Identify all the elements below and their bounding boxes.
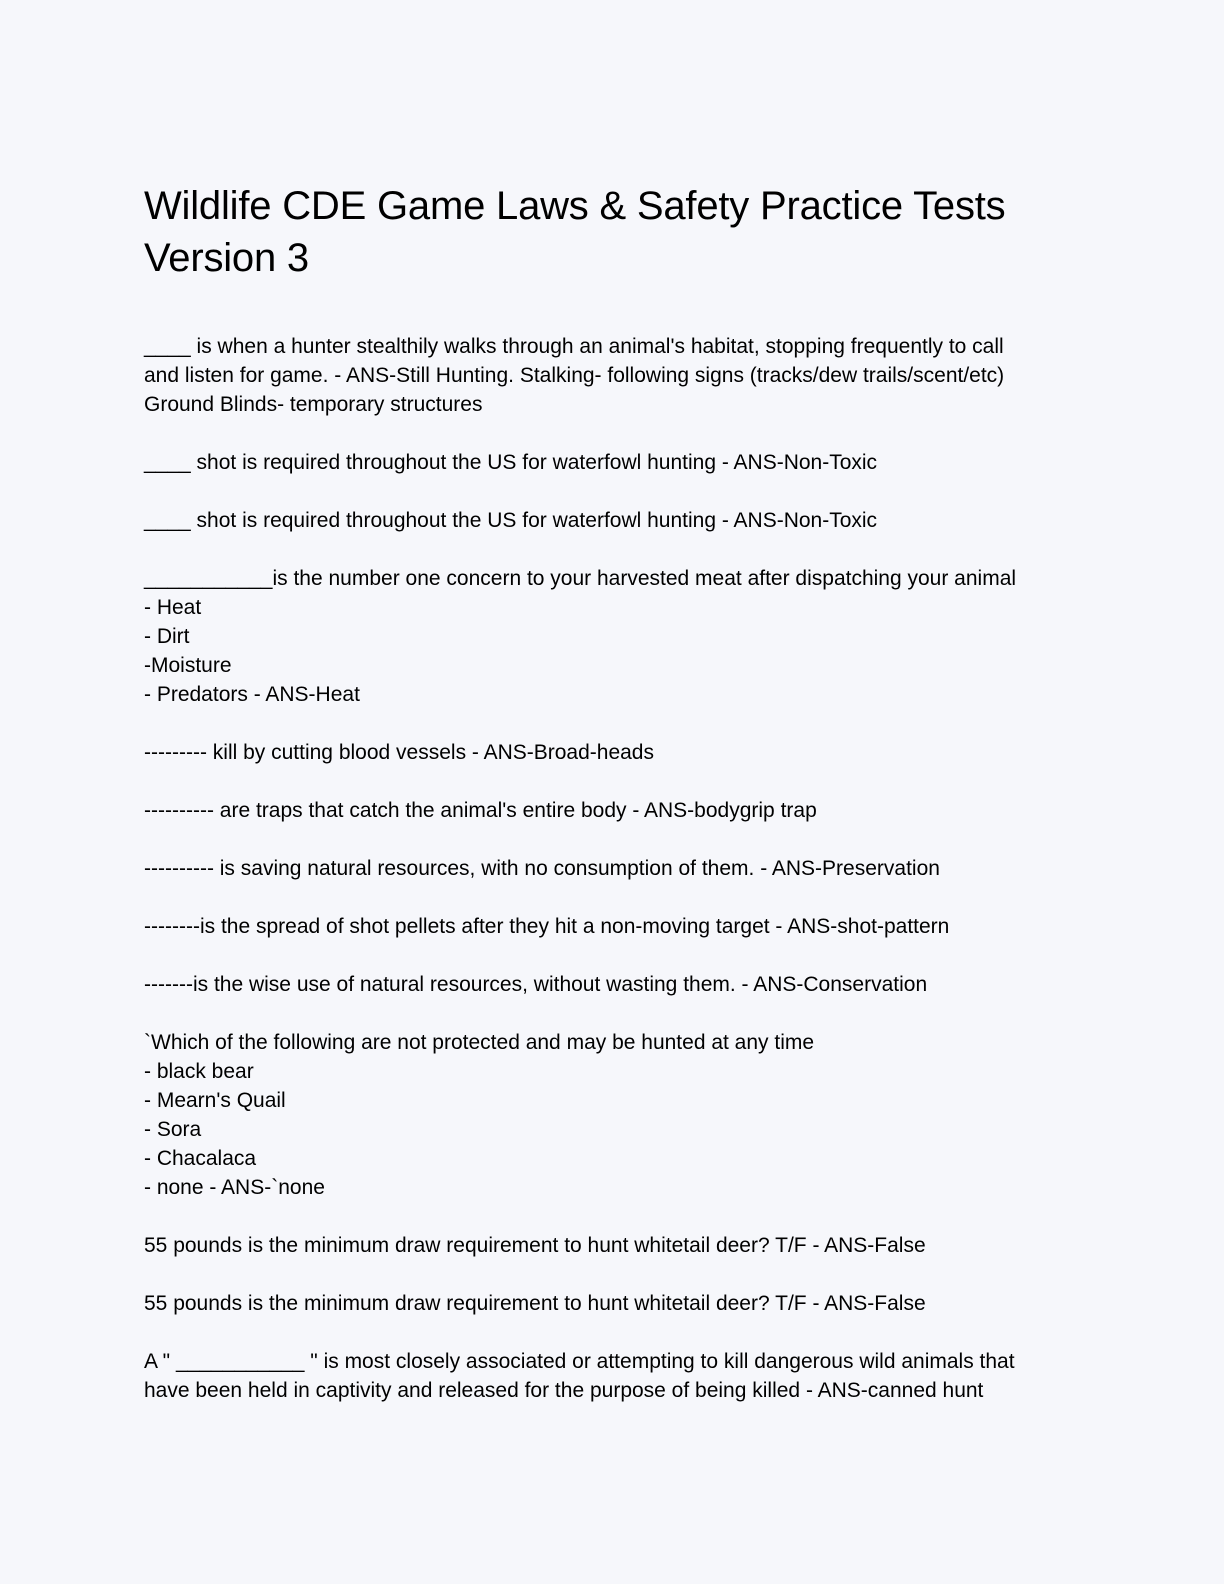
question-line: - Sora <box>144 1118 202 1141</box>
question-line: - black bear <box>144 1060 254 1083</box>
question-item <box>144 448 1074 477</box>
title-line: Version 3 <box>144 236 309 280</box>
question-item <box>144 1347 1074 1405</box>
question-line: `Which of the following are not protected and may be hunted at any time <box>144 1031 815 1054</box>
question-line: have been held in captivity and released for the purpose of being killed - ANS-canned hunt <box>144 1379 984 1402</box>
question-line: - Dirt <box>144 625 190 648</box>
question-item <box>144 854 1074 883</box>
question-line: ____ shot is required throughout the US for waterfowl hunting - ANS-Non-Toxic <box>144 509 878 532</box>
question-item <box>144 506 1074 535</box>
question-line: ___________is the number one concern to your harvested meat after dispatching your animal <box>144 567 1017 590</box>
question-line: --------- kill by cutting blood vessels - ANS-Broad-heads <box>144 741 654 764</box>
question-list <box>144 332 1074 1405</box>
question-line: - Chacalaca <box>144 1147 257 1170</box>
question-line: --------is the spread of shot pellets after they hit a non-moving target - ANS-shot-pattern <box>144 915 950 938</box>
question-line: ____ is when a hunter stealthily walks through an animal's habitat, stopping frequently to call <box>144 335 1004 358</box>
question-line: Ground Blinds- temporary structures <box>144 393 483 416</box>
question-line: - Mearn's Quail <box>144 1089 286 1112</box>
question-item <box>144 970 1074 999</box>
question-item <box>144 738 1074 767</box>
question-item <box>144 1231 1074 1260</box>
question-line: - Predators - ANS-Heat <box>144 683 360 706</box>
question-line: ____ shot is required throughout the US for waterfowl hunting - ANS-Non-Toxic <box>144 451 878 474</box>
question-item <box>144 332 1074 419</box>
question-item <box>144 1028 1074 1202</box>
question-item <box>144 796 1074 825</box>
question-line: -Moisture <box>144 654 232 677</box>
question-line: and listen for game. - ANS-Still Hunting. Stalking- following signs (tracks/dew trails/scent/etc) <box>144 364 1005 387</box>
question-line: ---------- are traps that catch the animal's entire body - ANS-bodygrip trap <box>144 799 817 822</box>
question-line: - none - ANS-`none <box>144 1176 325 1199</box>
title-line: Wildlife CDE Game Laws & Safety Practice Tests <box>144 184 1006 228</box>
question-line: -------is the wise use of natural resources, without wasting them. - ANS-Conservation <box>144 973 928 996</box>
question-item <box>144 564 1074 709</box>
question-item <box>144 912 1074 941</box>
question-line: A " ___________ " is most closely associated or attempting to kill dangerous wild animals that <box>144 1350 1015 1373</box>
question-line: 55 pounds is the minimum draw requirement to hunt whitetail deer? T/F - ANS-False <box>144 1292 926 1315</box>
question-item <box>144 1289 1074 1318</box>
document-title <box>144 180 1074 284</box>
question-line: - Heat <box>144 596 202 619</box>
question-line: ---------- is saving natural resources, with no consumption of them. - ANS-Preservation <box>144 857 940 880</box>
question-line: 55 pounds is the minimum draw requirement to hunt whitetail deer? T/F - ANS-False <box>144 1234 926 1257</box>
